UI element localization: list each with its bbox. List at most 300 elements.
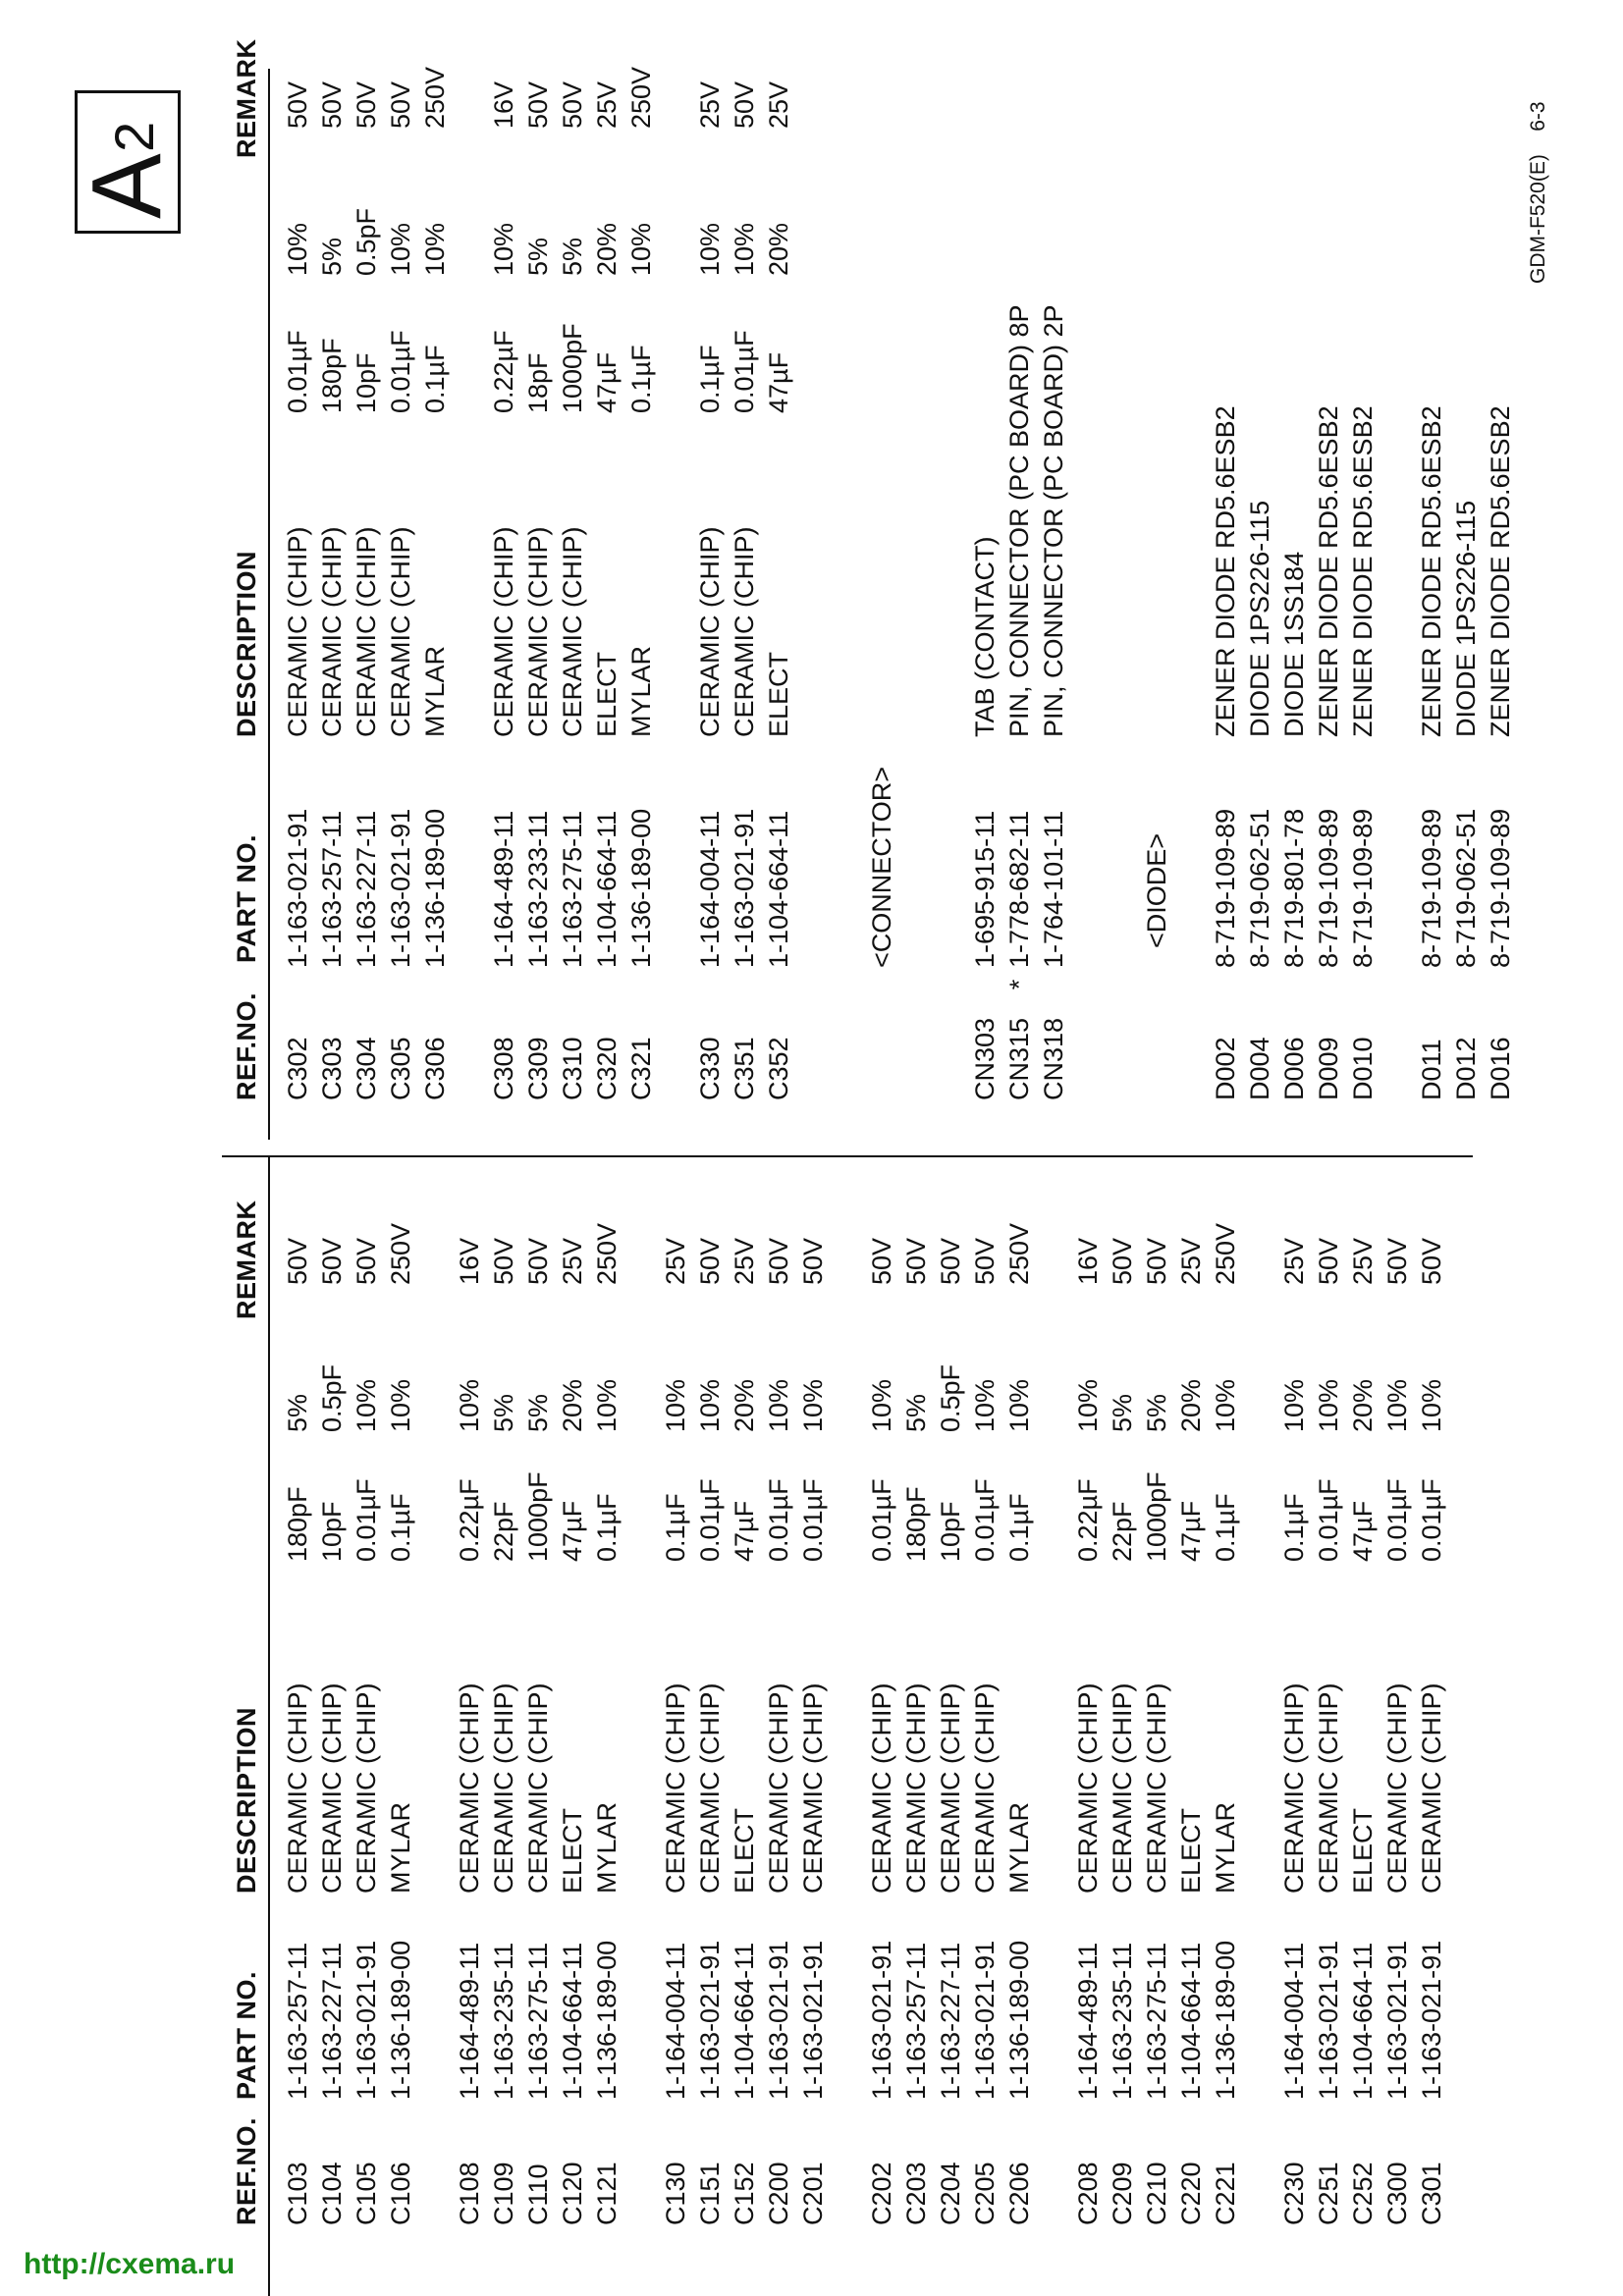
cell-description: TAB (CONTACT) <box>970 536 1000 737</box>
header-remark: REMARK <box>232 38 261 158</box>
cell-remark: 50V <box>317 80 347 129</box>
table-row <box>968 0 1002 1140</box>
cell-part-no: 8-719-062-51 <box>1451 808 1481 968</box>
cell-part-no: 1-104-664-11 <box>730 1942 759 2100</box>
table-row <box>556 1157 590 2296</box>
cell-ref-no: C221 <box>1211 2162 1240 2225</box>
cell-part-no: 1-104-664-11 <box>1176 1942 1206 2100</box>
table-row <box>1346 0 1380 1140</box>
cell-value: 22pF <box>1108 1501 1137 1562</box>
cell-remark: 50V <box>352 80 381 129</box>
cell-ref-no: C252 <box>1348 2162 1378 2225</box>
group-gap <box>831 1157 865 2296</box>
cell-tolerance: 20% <box>1176 1378 1206 1432</box>
cell-part-no: 1-164-004-11 <box>1279 1942 1309 2100</box>
cell-description: CERAMIC (CHIP) <box>695 526 725 737</box>
cell-value: 0.01µF <box>970 1478 1000 1562</box>
cell-remark: 25V <box>592 80 622 129</box>
cell-part-no: 1-163-021-91 <box>386 808 415 968</box>
cell-remark: 50V <box>764 1237 793 1285</box>
cell-value: 1000pF <box>523 1471 553 1562</box>
cell-part-no: 1-164-004-11 <box>661 1942 690 2100</box>
cell-tolerance: 10% <box>352 1378 381 1432</box>
cell-ref-no: D010 <box>1348 1037 1378 1100</box>
table-row <box>281 1157 315 2296</box>
cell-value: 180pF <box>283 1486 312 1562</box>
table-row <box>728 0 762 1140</box>
cell-tolerance: 5% <box>558 237 587 276</box>
cell-value: 47µF <box>558 1500 587 1562</box>
cell-part-no: 1-163-021-91 <box>352 1940 381 2100</box>
cell-tolerance: 10% <box>420 222 450 276</box>
cell-remark: 250V <box>420 66 450 129</box>
cell-part-no: 1-163-021-91 <box>1417 1940 1446 2100</box>
header-part-no: PART NO. <box>232 1971 261 2100</box>
cell-remark: 50V <box>1382 1237 1412 1285</box>
cell-part-no: 8-719-801-78 <box>1279 808 1309 968</box>
cell-value: 0.01µF <box>695 1478 725 1562</box>
cell-part-no: 1-136-189-00 <box>592 1940 622 2100</box>
section-title: <DIODE> <box>1142 832 1171 948</box>
table-row <box>899 1157 934 2296</box>
header-ref-no: REF.NO. <box>232 991 261 1100</box>
group-gap <box>453 0 487 1140</box>
cell-value: 0.01µF <box>730 330 759 413</box>
table-row <box>1415 1157 1449 2296</box>
cell-part-no: 8-719-109-89 <box>1348 808 1378 968</box>
cell-part-no: 1-163-021-91 <box>798 1940 828 2100</box>
table-row <box>1002 0 1037 1140</box>
cell-description: ELECT <box>592 651 622 737</box>
cell-description: CERAMIC (CHIP) <box>317 1682 347 1894</box>
cell-description: CERAMIC (CHIP) <box>283 526 312 737</box>
cell-ref-no: C251 <box>1314 2162 1343 2225</box>
table-row <box>384 0 418 1140</box>
cell-part-no: 1-163-257-11 <box>283 1942 312 2100</box>
cell-tolerance: 20% <box>1348 1378 1378 1432</box>
cell-description: CERAMIC (CHIP) <box>352 1682 381 1894</box>
cell-part-no: 1-163-021-91 <box>283 808 312 968</box>
cell-ref-no: D016 <box>1486 1037 1515 1100</box>
cell-part-no: 1-163-021-91 <box>1382 1940 1412 2100</box>
cell-remark: 50V <box>489 1237 518 1285</box>
cell-value: 0.01µF <box>1417 1478 1446 1562</box>
cell-part-no: 1-163-021-91 <box>695 1940 725 2100</box>
table-row <box>1140 1157 1174 2296</box>
cell-remark: 25V <box>1279 1237 1309 1285</box>
cell-ref-no: C301 <box>1417 2162 1446 2225</box>
cell-description: MYLAR <box>592 1801 622 1894</box>
table-row <box>350 0 384 1140</box>
cell-remark: 25V <box>1348 1237 1378 1285</box>
cell-description: MYLAR <box>386 1801 415 1894</box>
table-row <box>1071 1157 1106 2296</box>
cell-description: CERAMIC (CHIP) <box>764 1682 793 1894</box>
cell-part-no: 8-719-109-89 <box>1486 808 1515 968</box>
cell-part-no: 1-163-227-11 <box>936 1942 965 2100</box>
cell-value: 0.1µF <box>695 345 725 413</box>
table-row <box>796 1157 831 2296</box>
cell-tolerance: 10% <box>386 222 415 276</box>
cell-value: 22pF <box>489 1501 518 1562</box>
cell-description: CERAMIC (CHIP) <box>489 1682 518 1894</box>
cell-value: 0.01µF <box>283 330 312 413</box>
cell-remark: 25V <box>661 1237 690 1285</box>
table-row <box>556 0 590 1140</box>
cell-description: CERAMIC (CHIP) <box>1142 1682 1171 1894</box>
table-row <box>521 1157 556 2296</box>
cell-remark: 250V <box>626 66 656 129</box>
cell-ref-no: C206 <box>1004 2162 1034 2225</box>
section-title: <CONNECTOR> <box>867 766 896 968</box>
cell-ref-no: C210 <box>1142 2162 1171 2225</box>
cell-part-no: 1-163-275-11 <box>558 810 587 968</box>
cell-tolerance: 10% <box>489 222 518 276</box>
group-gap <box>1071 0 1140 1140</box>
cell-value: 0.22µF <box>455 1478 484 1562</box>
cell-description: CERAMIC (CHIP) <box>1073 1682 1103 1894</box>
cell-remark: 50V <box>1314 1237 1343 1285</box>
cell-part-no: 8-719-062-51 <box>1245 808 1274 968</box>
cell-part-no: 1-764-101-11 <box>1039 810 1068 968</box>
cell-tolerance: 5% <box>523 1393 553 1432</box>
cell-part-no: 8-719-109-89 <box>1417 808 1446 968</box>
cell-description: CERAMIC (CHIP) <box>489 526 518 737</box>
table-row <box>1312 1157 1346 2296</box>
header-rule <box>268 69 270 1140</box>
table-row <box>487 0 521 1140</box>
cell-value: 47µF <box>1348 1500 1378 1562</box>
cell-tolerance: 10% <box>695 222 725 276</box>
cell-description: DIODE 1PS226-115 <box>1245 500 1274 737</box>
section-badge-letter: A <box>72 153 182 219</box>
cell-description: ELECT <box>558 1807 587 1894</box>
table-row <box>865 1157 899 2296</box>
cell-description: ELECT <box>730 1807 759 1894</box>
cell-tolerance: 0.5pF <box>936 1363 965 1432</box>
cell-part-no: 1-163-275-11 <box>523 1942 553 2100</box>
header-part-no: PART NO. <box>232 834 261 963</box>
cell-remark: 50V <box>867 1237 896 1285</box>
cell-tolerance: 10% <box>798 1378 828 1432</box>
cell-description: MYLAR <box>1004 1801 1034 1894</box>
cell-tolerance: 10% <box>867 1378 896 1432</box>
cell-value: 0.01µF <box>764 1478 793 1562</box>
cell-value: 47µF <box>730 1500 759 1562</box>
table-row <box>693 0 728 1140</box>
cell-tolerance: 10% <box>661 1378 690 1432</box>
cell-part-no: 1-136-189-00 <box>386 1940 415 2100</box>
group-gap <box>1380 0 1415 1140</box>
cell-description: PIN, CONNECTOR (PC BOARD) 8P <box>1004 304 1034 737</box>
table-row <box>1346 1157 1380 2296</box>
cell-tolerance: 20% <box>558 1378 587 1432</box>
cell-part-no: 1-163-021-91 <box>1314 1940 1343 2100</box>
table-row <box>521 0 556 1140</box>
cell-description: ZENER DIODE RD5.6ESB2 <box>1417 405 1446 737</box>
cell-ref-no: C104 <box>317 2162 347 2225</box>
cell-description: CERAMIC (CHIP) <box>1279 1682 1309 1894</box>
table-row <box>762 1157 796 2296</box>
cell-ref-no: C204 <box>936 2162 965 2225</box>
cell-part-no: 1-104-664-11 <box>558 1942 587 2100</box>
cell-description: CERAMIC (CHIP) <box>283 1682 312 1894</box>
cell-remark: 50V <box>798 1237 828 1285</box>
cell-ref-no: C130 <box>661 2162 690 2225</box>
cell-description: CERAMIC (CHIP) <box>455 1682 484 1894</box>
table-row <box>1209 0 1243 1140</box>
section-title-row <box>1140 0 1174 1140</box>
cell-tolerance: 5% <box>317 237 347 276</box>
cell-value: 47µF <box>592 351 622 413</box>
cell-remark: 50V <box>317 1237 347 1285</box>
cell-ref-no: CN318 <box>1039 1017 1068 1100</box>
cell-description: ZENER DIODE RD5.6ESB2 <box>1348 405 1378 737</box>
cell-remark: 50V <box>283 80 312 129</box>
cell-remark: 16V <box>455 1237 484 1285</box>
cell-remark: 25V <box>764 80 793 129</box>
cell-tolerance: 5% <box>1108 1393 1137 1432</box>
cell-description: CERAMIC (CHIP) <box>970 1682 1000 1894</box>
cell-part-no: 1-163-233-11 <box>523 810 553 968</box>
cell-ref-no: C151 <box>695 2162 725 2225</box>
table-row <box>1002 1157 1037 2296</box>
cell-description: CERAMIC (CHIP) <box>798 1682 828 1894</box>
cell-value: 47µF <box>764 351 793 413</box>
cell-ref-no: D006 <box>1279 1037 1309 1100</box>
cell-mark: * <box>1004 979 1034 990</box>
table-row <box>762 0 796 1140</box>
group-gap <box>1174 0 1209 1140</box>
cell-ref-no: C120 <box>558 2162 587 2225</box>
cell-value: 18pF <box>523 352 553 413</box>
cell-ref-no: CN303 <box>970 1017 1000 1100</box>
cell-tolerance: 10% <box>386 1378 415 1432</box>
cell-tolerance: 10% <box>283 222 312 276</box>
cell-description: ZENER DIODE RD5.6ESB2 <box>1486 405 1515 737</box>
cell-value: 0.1µF <box>386 1493 415 1562</box>
cell-remark: 50V <box>352 1237 381 1285</box>
cell-part-no: 1-164-489-11 <box>1073 1942 1103 2100</box>
cell-tolerance: 20% <box>764 222 793 276</box>
cell-description: CERAMIC (CHIP) <box>386 526 415 737</box>
cell-ref-no: C201 <box>798 2162 828 2225</box>
table-row <box>418 0 453 1140</box>
cell-tolerance: 10% <box>1417 1378 1446 1432</box>
cell-remark: 50V <box>1108 1237 1137 1285</box>
cell-part-no: 1-164-489-11 <box>489 810 518 968</box>
column-divider <box>222 1155 1473 1157</box>
cell-ref-no: C303 <box>317 1037 347 1100</box>
table-row <box>693 1157 728 2296</box>
table-row <box>1243 0 1277 1140</box>
cell-ref-no: D011 <box>1417 1039 1446 1100</box>
table-row <box>1312 0 1346 1140</box>
cell-description: CERAMIC (CHIP) <box>695 1682 725 1894</box>
footer-page-number: 6-3 <box>1527 101 1549 132</box>
cell-remark: 50V <box>1417 1237 1446 1285</box>
cell-part-no: 1-136-189-00 <box>1211 1940 1240 2100</box>
cell-value: 0.01µF <box>1382 1478 1412 1562</box>
cell-remark: 250V <box>1211 1222 1240 1285</box>
right-header-row <box>222 0 269 1140</box>
table-row <box>315 1157 350 2296</box>
cell-description: MYLAR <box>420 645 450 737</box>
table-row <box>1174 1157 1209 2296</box>
cell-description: CERAMIC (CHIP) <box>901 1682 931 1894</box>
cell-value: 0.1µF <box>420 345 450 413</box>
cell-value: 0.1µF <box>626 345 656 413</box>
group-gap <box>418 1157 453 2296</box>
footer-model: GDM-F520(E) <box>1527 154 1549 284</box>
cell-remark: 50V <box>1142 1237 1171 1285</box>
cell-description: CERAMIC (CHIP) <box>558 526 587 737</box>
cell-tolerance: 10% <box>1314 1378 1343 1432</box>
cell-tolerance: 10% <box>764 1378 793 1432</box>
cell-tolerance: 5% <box>283 1393 312 1432</box>
cell-remark: 250V <box>592 1222 622 1285</box>
cell-description: CERAMIC (CHIP) <box>730 526 759 737</box>
cell-description: PIN, CONNECTOR (PC BOARD) 2P <box>1039 304 1068 737</box>
cell-ref-no: D002 <box>1211 1037 1240 1100</box>
cell-tolerance: 10% <box>592 1378 622 1432</box>
cell-part-no: 1-164-004-11 <box>695 810 725 968</box>
cell-remark: 50V <box>523 1237 553 1285</box>
header-description: DESCRIPTION <box>232 1706 261 1894</box>
cell-ref-no: D009 <box>1314 1037 1343 1100</box>
table-row <box>590 1157 624 2296</box>
cell-remark: 50V <box>386 80 415 129</box>
table-row <box>1277 1157 1312 2296</box>
cell-ref-no: C202 <box>867 2162 896 2225</box>
cell-value: 0.01µF <box>1314 1478 1343 1562</box>
table-row <box>1415 0 1449 1140</box>
header-description: DESCRIPTION <box>232 550 261 737</box>
header-remark: REMARK <box>232 1200 261 1319</box>
cell-ref-no: D012 <box>1451 1037 1481 1100</box>
cell-ref-no: C208 <box>1073 2162 1103 2225</box>
cell-ref-no: C308 <box>489 1037 518 1100</box>
cell-value: 10pF <box>317 1501 347 1562</box>
table-row <box>1484 0 1518 1140</box>
cell-value: 0.01µF <box>798 1478 828 1562</box>
cell-ref-no: C305 <box>386 1037 415 1100</box>
cell-value: 0.01µF <box>867 1478 896 1562</box>
table-row <box>659 1157 693 2296</box>
cell-tolerance: 20% <box>730 1378 759 1432</box>
cell-tolerance: 10% <box>695 1378 725 1432</box>
cell-tolerance: 5% <box>489 1393 518 1432</box>
cell-part-no: 1-163-257-11 <box>901 1942 931 2100</box>
table-row <box>728 1157 762 2296</box>
table-row <box>1037 0 1071 1140</box>
cell-part-no: 1-163-257-11 <box>317 810 347 968</box>
section-badge-number: 2 <box>103 121 165 152</box>
cell-value: 47µF <box>1176 1500 1206 1562</box>
cell-ref-no: C200 <box>764 2162 793 2225</box>
cell-description: CERAMIC (CHIP) <box>352 526 381 737</box>
cell-tolerance: 10% <box>1211 1378 1240 1432</box>
cell-description: CERAMIC (CHIP) <box>867 1682 896 1894</box>
cell-remark: 250V <box>386 1222 415 1285</box>
cell-part-no: 1-136-189-00 <box>420 808 450 968</box>
group-gap <box>1037 1157 1071 2296</box>
cell-part-no: 1-163-235-11 <box>1108 1942 1137 2100</box>
cell-tolerance: 10% <box>730 222 759 276</box>
table-row <box>1449 0 1484 1140</box>
group-gap <box>1243 1157 1277 2296</box>
cell-tolerance: 10% <box>1004 1378 1034 1432</box>
cell-remark: 50V <box>283 1237 312 1285</box>
cell-ref-no: C300 <box>1382 2162 1412 2225</box>
right-column-group <box>0 0 1623 1140</box>
cell-description: CERAMIC (CHIP) <box>661 1682 690 1894</box>
cell-description: ZENER DIODE RD5.6ESB2 <box>1314 405 1343 737</box>
cell-tolerance: 10% <box>626 222 656 276</box>
cell-part-no: 1-163-275-11 <box>1142 1942 1171 2100</box>
cell-description: CERAMIC (CHIP) <box>523 1682 553 1894</box>
cell-ref-no: C321 <box>626 1037 656 1100</box>
cell-tolerance: 5% <box>1142 1393 1171 1432</box>
cell-value: 10pF <box>352 352 381 413</box>
cell-ref-no: C220 <box>1176 2162 1206 2225</box>
cell-description: DIODE 1SS184 <box>1279 551 1309 737</box>
cell-description: ELECT <box>1348 1807 1378 1894</box>
cell-part-no: 8-719-109-89 <box>1314 808 1343 968</box>
cell-remark: 50V <box>695 1237 725 1285</box>
cell-description: DIODE 1PS226-115 <box>1451 500 1481 737</box>
cell-value: 0.1µF <box>1004 1493 1034 1562</box>
group-gap <box>899 0 968 1140</box>
cell-value: 0.01µF <box>386 330 415 413</box>
left-column-group <box>0 1157 1623 2296</box>
cell-remark: 50V <box>901 1237 931 1285</box>
cell-value: 0.22µF <box>1073 1478 1103 1562</box>
cell-ref-no: C320 <box>592 1037 622 1100</box>
table-row <box>624 0 659 1140</box>
header-rule <box>268 1157 270 2296</box>
cell-part-no: 1-164-489-11 <box>455 1942 484 2100</box>
cell-ref-no: C106 <box>386 2162 415 2225</box>
cell-ref-no: C110 <box>523 2163 553 2225</box>
cell-tolerance: 5% <box>901 1393 931 1432</box>
left-parts-table <box>281 1157 1449 2296</box>
table-row <box>1106 1157 1140 2296</box>
cell-remark: 16V <box>1073 1237 1103 1285</box>
cell-tolerance: 10% <box>1279 1378 1309 1432</box>
cell-description: CERAMIC (CHIP) <box>1417 1682 1446 1894</box>
table-row <box>350 1157 384 2296</box>
cell-part-no: 1-104-664-11 <box>592 810 622 968</box>
cell-ref-no: C109 <box>489 2162 518 2225</box>
cell-remark: 50V <box>558 80 587 129</box>
cell-tolerance: 20% <box>592 222 622 276</box>
right-parts-table <box>281 0 1518 1140</box>
cell-part-no: 1-163-021-91 <box>764 1940 793 2100</box>
cell-description: CERAMIC (CHIP) <box>1382 1682 1412 1894</box>
cell-ref-no: C352 <box>764 1037 793 1100</box>
cell-value: 180pF <box>317 338 347 413</box>
cell-tolerance: 10% <box>455 1378 484 1432</box>
cell-ref-no: D004 <box>1245 1037 1274 1100</box>
cell-value: 0.22µF <box>489 330 518 413</box>
cell-remark: 25V <box>695 80 725 129</box>
cell-value: 1000pF <box>558 323 587 413</box>
cell-remark: 50V <box>523 80 553 129</box>
cell-ref-no: CN315 <box>1004 1017 1034 1100</box>
cell-part-no: 1-163-235-11 <box>489 1942 518 2100</box>
left-header-row <box>222 1157 269 2296</box>
